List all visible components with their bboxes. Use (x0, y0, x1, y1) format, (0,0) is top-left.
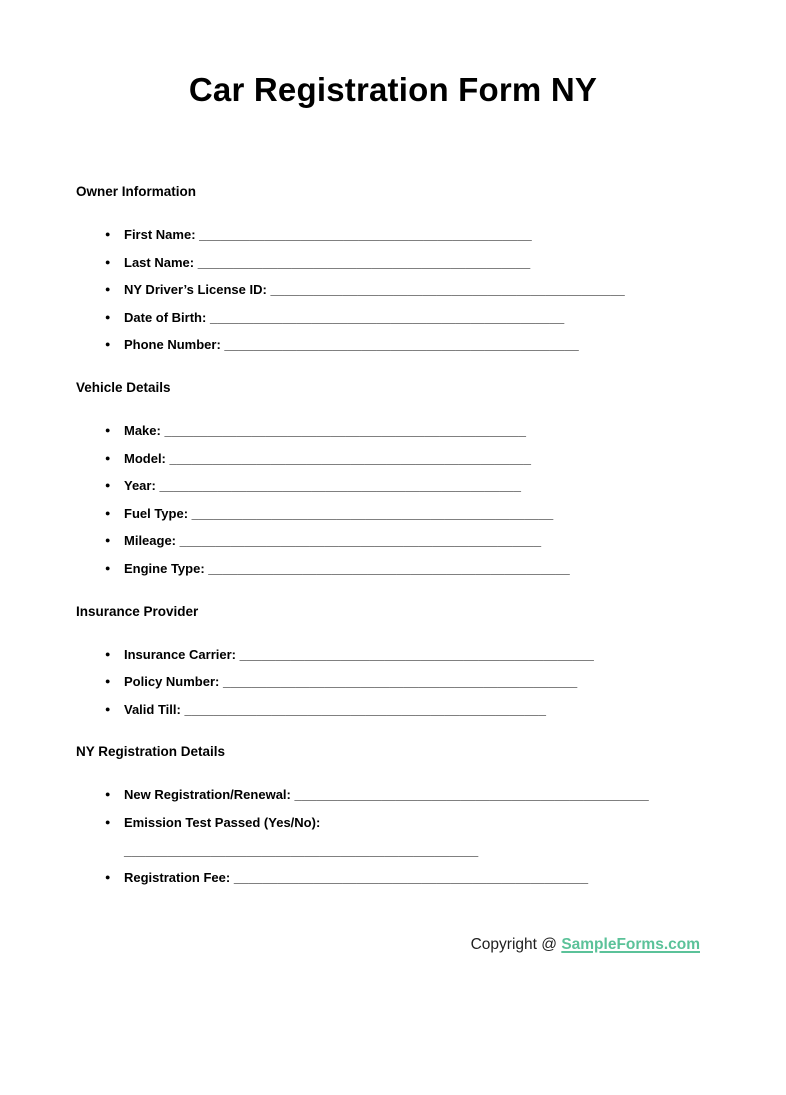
heading-owner-information: Owner Information (76, 184, 197, 199)
field-last-name (124, 249, 710, 277)
field-label: Mileage: (124, 533, 177, 549)
field-label: Phone Number: (124, 337, 221, 353)
field-year (124, 472, 710, 500)
blank-line: __________________________________________________ (159, 478, 521, 494)
field-label: Fuel Type: (124, 505, 189, 521)
owner-information-list (76, 221, 710, 359)
blank-line: ______________________________________________ (197, 254, 531, 270)
field-label: Insurance Carrier: (124, 646, 236, 662)
document-page (0, 70, 786, 956)
field-emission-test-passed (124, 809, 710, 864)
footer (76, 934, 710, 956)
blank-line: _________________________________________________ (222, 674, 578, 690)
blank-line: ______________________________________________ (199, 227, 532, 242)
blank-line: _________________________________________________ (239, 646, 594, 662)
field-mileage (124, 527, 710, 555)
field-label: Engine Type: (124, 560, 205, 576)
field-label: Valid Till: (124, 701, 181, 717)
field-fuel-type (124, 500, 710, 528)
blank-line: __________________________________________________ (164, 422, 526, 438)
field-new-registration-renewal (124, 781, 710, 809)
blank-line: _________________________________________________ (233, 870, 589, 886)
field-model (124, 445, 710, 473)
insurance-provider-list (76, 641, 710, 724)
field-label: Date of Birth: (124, 309, 207, 325)
heading-ny-registration-details: NY Registration Details (76, 744, 226, 760)
blank-line: __________________________________________________ (191, 505, 554, 521)
copyright-text: Copyright @ (470, 935, 557, 953)
field-label: First Name: (124, 227, 196, 242)
field-insurance-carrier (124, 641, 710, 669)
heading-insurance-provider: Insurance Provider (76, 603, 199, 619)
field-label: Policy Number: (124, 674, 220, 690)
blank-line: _________________________________________________ (224, 337, 579, 353)
field-label: Year: (124, 478, 156, 494)
field-ny-drivers-license-id (124, 276, 710, 304)
sampleforms-link[interactable]: SampleForms.com (561, 935, 700, 953)
field-phone-number (124, 331, 710, 359)
field-label: Last Name: (124, 254, 195, 270)
blank-line: __________________________________________________ (184, 701, 546, 717)
field-label: Registration Fee: (124, 870, 231, 886)
field-label: NY Driver’s License ID: (124, 282, 267, 298)
blank-line: __________________________________________________ (208, 560, 570, 576)
blank-line: __________________________________________________ (179, 533, 542, 549)
page-title: Car Registration Form NY (188, 71, 598, 108)
field-registration-fee (124, 864, 710, 892)
vehicle-details-list (76, 417, 710, 583)
field-label: New Registration/Renewal: (124, 787, 291, 803)
blank-line: __________________________________________________ (169, 450, 532, 466)
field-label: Make: (124, 422, 161, 438)
blank-line: _________________________________________________ (270, 282, 625, 298)
ny-registration-details-list (76, 781, 710, 891)
heading-vehicle-details: Vehicle Details (76, 379, 171, 395)
field-date-of-birth (124, 304, 710, 332)
field-label: Emission Test Passed (Yes/No): (124, 814, 321, 830)
field-policy-number (124, 668, 710, 696)
field-first-name (124, 221, 710, 249)
blank-line: _________________________________________________ (294, 787, 649, 803)
field-engine-type (124, 555, 710, 583)
field-make (124, 417, 710, 445)
blank-line: _________________________________________________ (209, 309, 565, 325)
field-label: Model: (124, 450, 166, 466)
blank-line: _________________________________________________ (124, 842, 479, 858)
field-valid-till (124, 696, 710, 724)
